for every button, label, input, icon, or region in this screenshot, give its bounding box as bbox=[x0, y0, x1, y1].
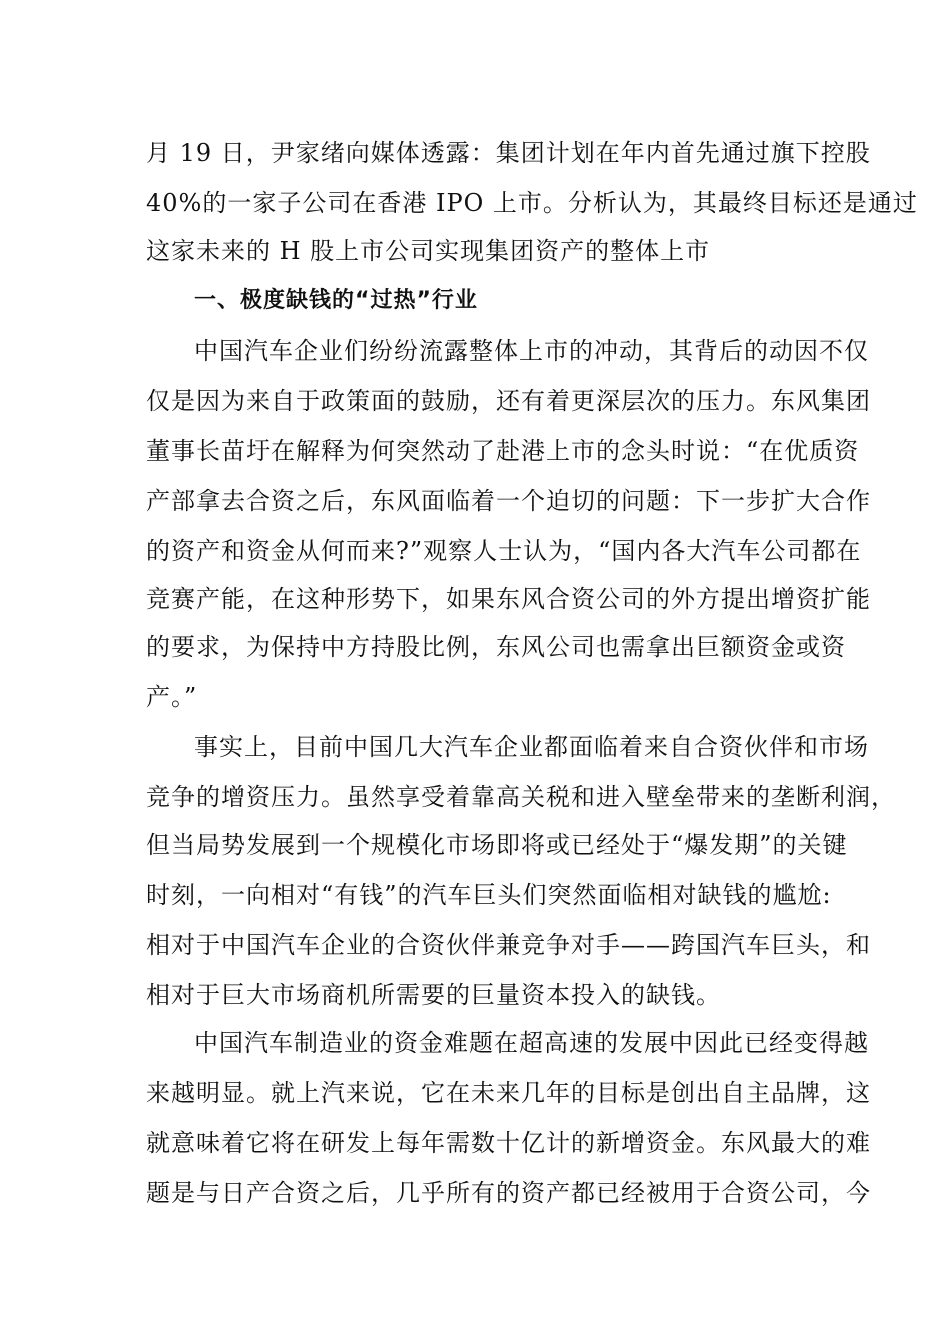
text-line: 但当局势发展到一个规模化市场即将或已经处于“爆发期”的关键 bbox=[146, 831, 848, 859]
text-line: 月 19 日，尹家绪向媒体透露：集团计划在年内首先通过旗下控股 bbox=[146, 139, 871, 167]
text-line: 时刻，一向相对“有钱”的汽车巨头们突然面临相对缺钱的尴尬: bbox=[146, 881, 832, 909]
text-line: 竞争的增资压力。虽然享受着靠高关税和进入壁垒带来的垄断利润， bbox=[146, 783, 896, 811]
text-line: 产部拿去合资之后，东风面临着一个迫切的问题：下一步扩大合作 bbox=[146, 487, 871, 515]
text-line: 就意味着它将在研发上每年需数十亿计的新增资金。东风最大的难 bbox=[146, 1129, 871, 1157]
text-line: 的要求，为保持中方持股比例，东风公司也需拿出巨额资金或资 bbox=[146, 633, 846, 661]
paragraph-first-line: 中国汽车制造业的资金难题在超高速的发展中因此已经变得越 bbox=[194, 1029, 869, 1057]
text-line: 相对于巨大市场商机所需要的巨量资本投入的缺钱。 bbox=[146, 981, 721, 1009]
paragraph-first-line: 事实上，目前中国几大汽车企业都面临着来自合资伙伴和市场 bbox=[194, 733, 869, 761]
text-line: 来越明显。就上汽来说，它在未来几年的目标是创出自主品牌，这 bbox=[146, 1079, 871, 1107]
text-line: 40%的一家子公司在香港 IPO 上市。分析认为，其最终目标还是通过 bbox=[146, 189, 918, 217]
text-line: 仅是因为来自于政策面的鼓励，还有着更深层次的压力。东风集团 bbox=[146, 387, 871, 415]
text-line: 题是与日产合资之后，几乎所有的资产都已经被用于合资公司，今 bbox=[146, 1179, 871, 1207]
text-line: 产。” bbox=[146, 683, 198, 711]
text-line: 这家未来的 H 股上市公司实现集团资产的整体上市 bbox=[146, 237, 711, 265]
section-heading: 一、极度缺钱的“过热”行业 bbox=[194, 288, 478, 313]
text-line: 的资产和资金从何而来?”观察人士认为，“国内各大汽车公司都在 bbox=[146, 537, 862, 565]
text-line: 董事长苗圩在解释为何突然动了赴港上市的念头时说：“在优质资 bbox=[146, 437, 860, 465]
paragraph-first-line: 中国汽车企业们纷纷流露整体上市的冲动，其背后的动因不仅 bbox=[194, 337, 869, 365]
text-line: 相对于中国汽车企业的合资伙伴兼竞争对手——跨国汽车巨头，和 bbox=[146, 931, 871, 959]
text-line: 竞赛产能，在这种形势下，如果东风合资公司的外方提出增资扩能 bbox=[146, 585, 871, 613]
